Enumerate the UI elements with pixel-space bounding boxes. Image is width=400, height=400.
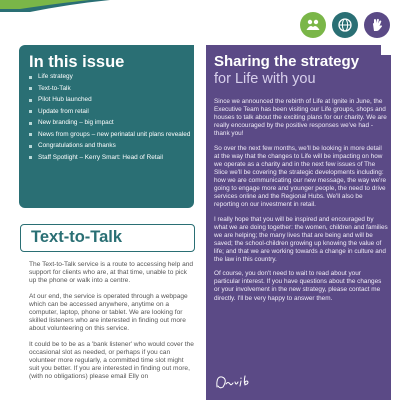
text-to-talk-body	[29, 261, 195, 389]
brand-swoosh-graphic	[0, 0, 110, 12]
strategy-subtitle: for Life with you	[214, 71, 316, 87]
list-item: Update from retail	[29, 108, 191, 116]
hand-icon	[364, 12, 390, 38]
list-item: News from groups – new perinatal unit plans revealed	[29, 131, 191, 139]
strategy-body	[214, 98, 388, 309]
paragraph: The Text-to-Talk service is a route to accessing help and support for clients who are, at that time, unable to pick up the phone or walk into a centre.	[29, 261, 194, 285]
text-to-talk-heading: Text-to-Talk	[31, 228, 123, 246]
paragraph: So over the next few months, we'll be looking in more detail at the way that the changes to Life will be impacting on how we operate as a charity and in the next few issues of The Slice we'll be covering the strategic developments including: how we are communicating our new message, the way we're going to engage more and younger people, the need to drive services online and the Regional Hubs. We'll also be reporting on our investment in retail.	[214, 144, 387, 209]
paragraph: It could be to be as a 'bank listener' who would cover the occasional slot as needed, or perhaps if you can volunteer more regularly, a committed time slot might suit you better. If you are interested in finding out more, (with no obligations) please email Elly on	[29, 340, 194, 381]
list-item: New branding – big impact	[29, 119, 191, 127]
list-item: Pilot Hub launched	[29, 96, 191, 104]
list-item: Life strategy	[29, 73, 191, 81]
list-item: Staff Spotlight – Kerry Smart: Head of Retail	[29, 154, 191, 162]
sharing-strategy-panel	[206, 45, 391, 400]
people-icon	[300, 12, 326, 38]
header-band	[0, 0, 400, 40]
globe-icon	[332, 12, 358, 38]
header-icons	[300, 12, 390, 38]
paragraph: Since we announced the rebirth of Life at Ignite in June, the Executive Team has been visiting our Life groups, shops and houses to talk about the exciting plans for our charity. We are really encouraged by the positive responses we've had - thank you!	[214, 98, 387, 138]
paragraph: At our end, the service is operated through a webpage which can be accessed anywhere, anytime on a computer, laptop, phone or tablet. We are looking for skilled listeners who are interested in finding out more about volunteering on this service.	[29, 292, 188, 333]
paragraph: Of course, you don't need to wait to read about your particular interest. If you have questions about the changes or your involvement in the new strategy, please contact me directly. I'll be very happy to answer them.	[214, 270, 382, 302]
strategy-title: Sharing the strategy	[214, 53, 360, 70]
in-this-issue-panel	[19, 45, 194, 208]
list-item: Congratulations and thanks	[29, 142, 191, 150]
text-to-talk-heading-box	[20, 224, 195, 252]
in-this-issue-title: In this issue	[29, 53, 125, 71]
paragraph: I really hope that you will be inspired and encouraged by what we are doing together: the women, children and families we are helping; the many lives that are being and will be saved; the school-children growing up knowing the value of life; and that we are working towards a change in culture and the law in this country.	[214, 215, 388, 263]
issue-list	[29, 73, 191, 165]
list-item: Text-to-Talk	[29, 85, 191, 93]
panel-corner-notch	[381, 45, 391, 55]
handwritten-signature	[214, 372, 254, 392]
